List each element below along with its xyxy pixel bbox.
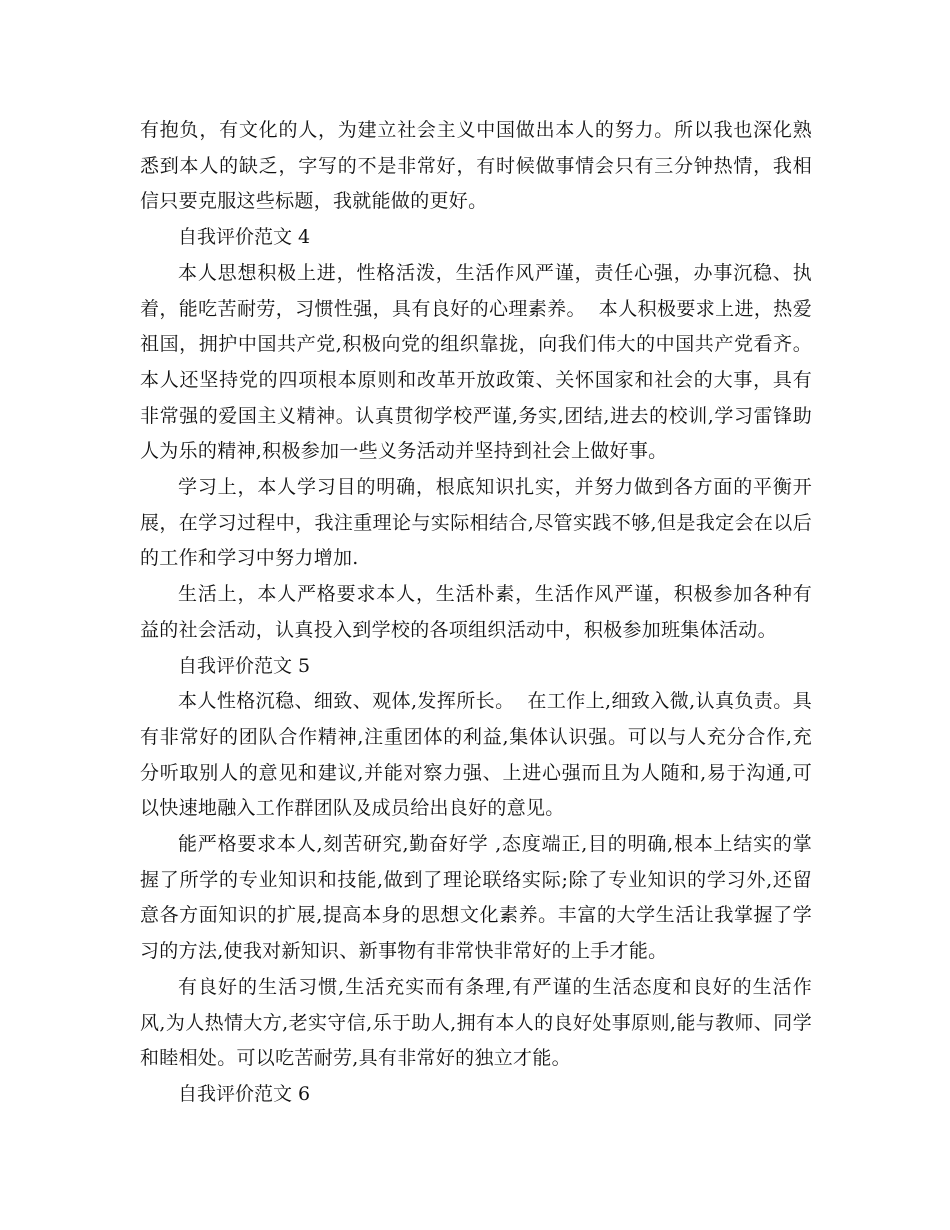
section-heading: 自我评价范文 5	[178, 654, 311, 677]
section-heading: 自我评价范文 6	[178, 1082, 311, 1105]
paragraph: 有良好的生活习惯,生活充实而有条理,有严谨的生活态度和良好的生活作风,为人热情大方,老实守信,乐于助人,拥有本人的良好处事原则,能与教师、同学和睦相处。可以吃苦耐劳,具有非常好的独立才能。	[140, 975, 812, 1070]
paragraph: 学习上，本人学习目的明确，根底知识扎实，并努力做到各方面的平衡开展，在学习过程中，我注重理论与实际相结合,尽管实践不够,但是我定会在以后的工作和学习中努力增加.	[140, 476, 812, 570]
paragraph: 生活上，本人严格要求本人，生活朴素，生活作风严谨，积极参加各种有益的社会活动，认真投入到学校的各项组织活动中，积极参加班集体活动。	[140, 583, 812, 641]
paragraph: 本人性格沉稳、细致、观体,发挥所长。 在工作上,细致入微,认真负责。具有非常好的团队合作精神,注重团体的利益,集体认识强。可以与人充分合作,充分听取别人的意见和建议,并能对察力强、上进心强而且为人随和,易于沟通,可以快速地融入工作群团队及成员给出良好的意见。	[140, 690, 812, 820]
section-heading: 自我评价范文 4	[178, 226, 311, 249]
document-body	[140, 113, 812, 1113]
paragraph: 能严格要求本人,刻苦研究,勤奋好学 ,态度端正,目的明确,根本上结实的掌握了所学的专业知识和技能,做到了理论联络实际;除了专业知识的学习外,还留意各方面知识的扩展,提高本身的思想文化素养。丰富的大学生活让我掌握了学习的方法,使我对新知识、新事物有非常快非常好的上手才能。	[140, 833, 812, 963]
paragraph: 有抱负，有文化的人，为建立社会主义中国做出本人的努力。所以我也深化熟悉到本人的缺乏，字写的不是非常好，有时候做事情会只有三分钟热情，我相信只要克服这些标题，我就能做的更好。	[140, 119, 812, 213]
paragraph: 本人思想积极上进，性格活泼，生活作风严谨，责任心强，办事沉稳、执着，能吃苦耐劳，习惯性强，具有良好的心理素养。 本人积极要求上进，热爱祖国，拥护中国共产党,积极向党的组织靠拢，向我们伟大的中国共产党看齐。本人还坚持党的四项根本原则和改革开放政策、关怀国家和社会的大事，具有非常强的爱国主义精神。认真贯彻学校严谨,务实,团结,进去的校训,学习雷锋助人为乐的精神,积极参加一些义务活动并坚持到社会上做好事。	[140, 261, 812, 463]
